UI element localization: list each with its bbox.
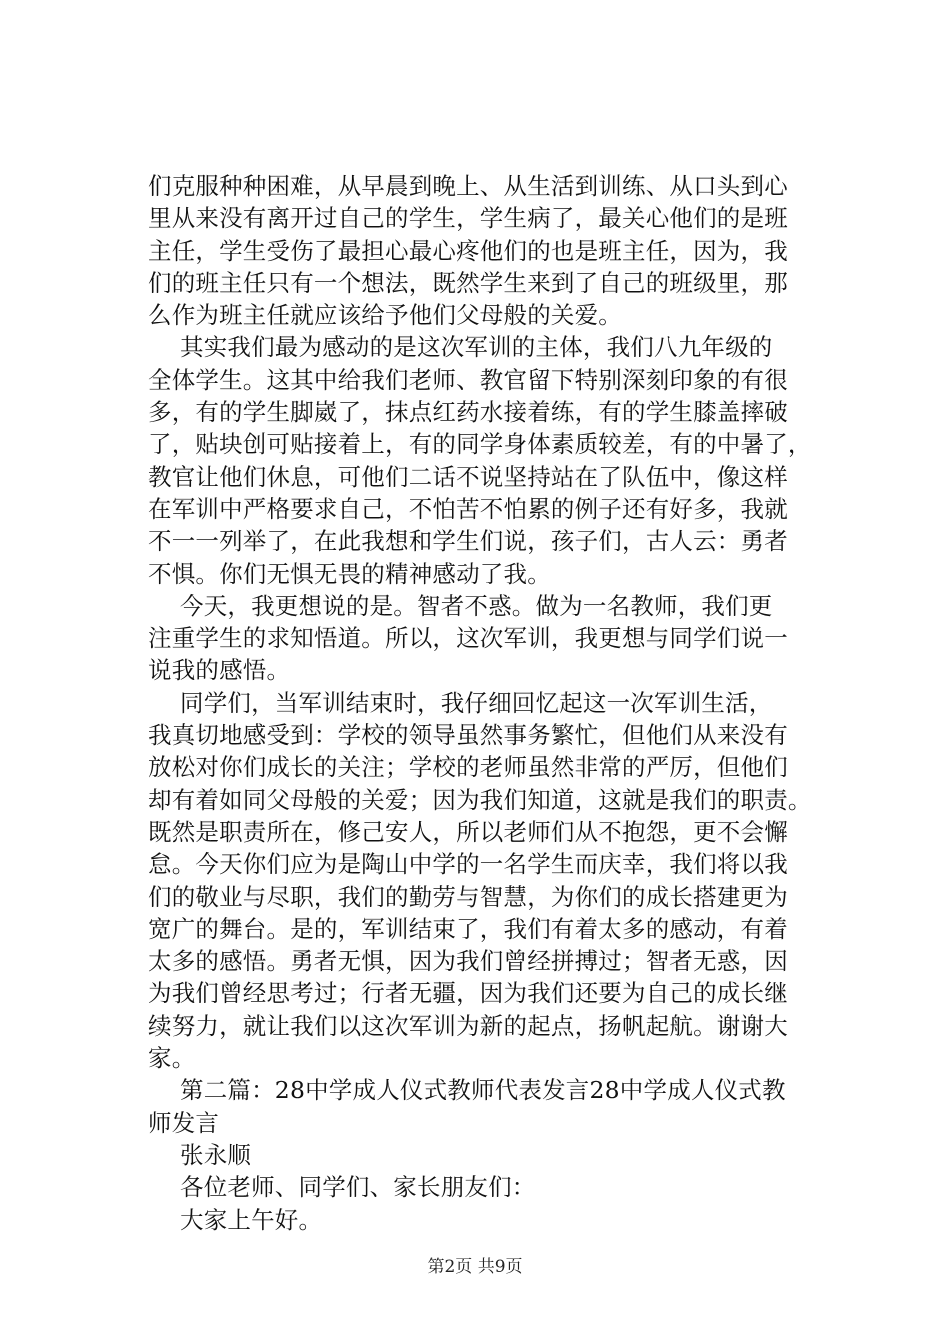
text-line: 宽广的舞台。是的，军训结束了，我们有着太多的感动，有着 [148, 914, 788, 943]
text-line: 不一一列举了，在此我想和学生们说，孩子们，古人云：勇者 [148, 527, 788, 556]
text-line: 家。 [148, 1044, 196, 1073]
text-line: 说我的感悟。 [148, 656, 291, 685]
page-number-footer: 第2页 共9页 [427, 1257, 523, 1277]
text-line: 们克服种种困难，从早晨到晚上、从生活到训练、从口头到心 [148, 172, 788, 200]
text-line: 怠。今天你们应为是陶山中学的一名学生而庆幸，我们将以我 [148, 850, 788, 879]
text-line: 既然是职责所在，修己安人，所以老师们从不抱怨，更不会懈 [148, 817, 788, 846]
text-line: 多，有的学生脚崴了，抹点红药水接着练，有的学生膝盖摔破 [148, 398, 788, 427]
document-body [148, 170, 838, 1236]
text-line: 里从来没有离开过自己的学生，学生病了，最关心他们的是班 [148, 204, 788, 233]
text-line: 教官让他们休息，可他们二话不说坚持站在了队伍中，像这样 [148, 462, 788, 491]
section-heading-line: 第二篇：28中学成人仪式教师代表发言28中学成人仪式教 [180, 1076, 786, 1105]
greeting-line: 大家上午好。 [180, 1205, 323, 1234]
salutation-line: 各位老师、同学们、家长朋友们： [180, 1173, 536, 1202]
text-line: 了，贴块创可贴接着上，有的同学身体素质较差，有的中暑了， [148, 430, 812, 459]
text-line: 却有着如同父母般的关爱；因为我们知道，这就是我们的职责。 [148, 785, 812, 814]
text-line: 我真切地感受到：学校的领导虽然事务繁忙，但他们从来没有 [148, 721, 788, 750]
paragraph-start-line: 其实我们最为感动的是这次军训的主体，我们八九年级的 [180, 333, 773, 362]
text-line: 们的班主任只有一个想法，既然学生来到了自己的班级里，那 [148, 268, 788, 297]
text-line: 注重学生的求知悟道。所以，这次军训，我更想与同学们说一 [148, 624, 788, 653]
text-line: 主任，学生受伤了最担心最心疼他们的也是班主任，因为，我 [148, 236, 788, 265]
text-line: 续努力，就让我们以这次军训为新的起点，扬帆起航。谢谢大 [148, 1011, 788, 1040]
author-name: 张永顺 [180, 1140, 252, 1169]
text-line: 全体学生。这其中给我们老师、教官留下特别深刻印象的有很 [148, 365, 788, 394]
text-line: 太多的感悟。勇者无惧，因为我们曾经拼搏过；智者无惑，因 [148, 947, 788, 976]
text-line: 不惧。你们无惧无畏的精神感动了我。 [148, 559, 551, 588]
text-line: 们的敬业与尽职，我们的勤劳与智慧，为你们的成长搭建更为 [148, 882, 788, 911]
text-line: 么作为班主任就应该给予他们父母般的关爱。 [148, 301, 622, 330]
paragraph-start-line: 同学们，当军训结束时，我仔细回忆起这一次军训生活， [180, 688, 773, 717]
paragraph-start-line: 今天，我更想说的是。智者不惑。做为一名教师，我们更 [180, 591, 773, 620]
text-line: 为我们曾经思考过；行者无疆，因为我们还要为自己的成长继 [148, 979, 788, 1008]
section-heading-line: 师发言 [148, 1108, 220, 1137]
text-line: 在军训中严格要求自己，不怕苦不怕累的例子还有好多，我就 [148, 494, 788, 523]
text-line: 放松对你们成长的关注；学校的老师虽然非常的严厉，但他们 [148, 753, 788, 782]
